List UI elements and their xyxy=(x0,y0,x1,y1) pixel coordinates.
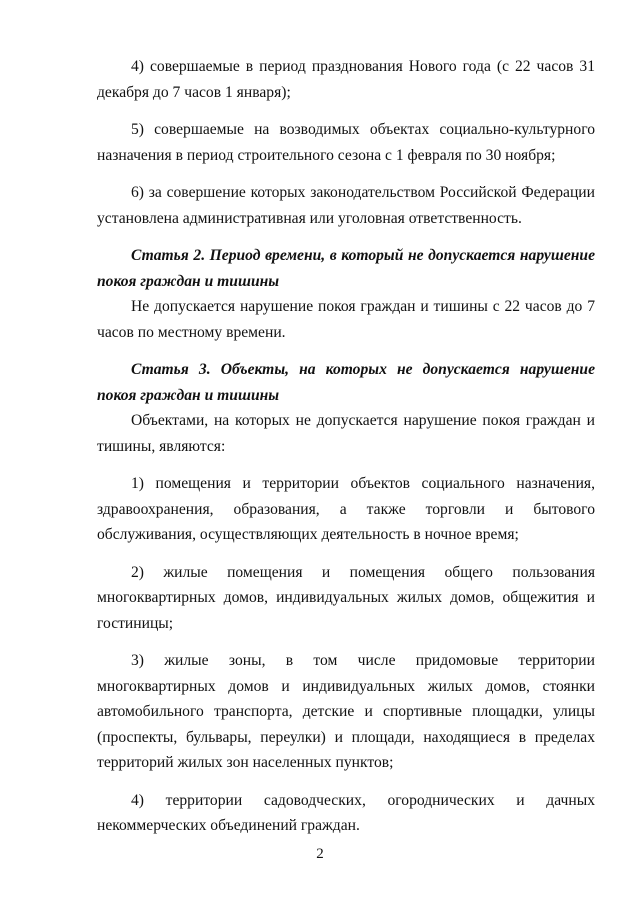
article-2-heading: Статья 2. Период времени, в который не допускается нарушение покоя граждан и тишины xyxy=(97,247,595,290)
paragraph-item-5: 5) совершаемые на возводимых объектах социально-культурного назначения в период строительного сезона с 1 февраля по 30 ноября; xyxy=(97,121,595,164)
article-2-body: Не допускается нарушение покоя граждан и тишины с 22 часов до 7 часов по местному времени. xyxy=(97,298,595,341)
article-3-intro: Объектами, на которых не допускается нарушение покоя граждан и тишины, являются: xyxy=(97,412,595,455)
article-3-item-2: 2) жилые помещения и помещения общего пользования многоквартирных домов, индивидуальных жилых домов, общежития и гостиницы; xyxy=(97,563,595,632)
article-3-item-4: 4) территории садоводческих, огороднических и дачных некоммерческих объединений граждан. xyxy=(97,791,595,834)
article-3-heading: Статья 3. Объекты, на которых не допускается нарушение покоя граждан и тишины xyxy=(97,361,595,404)
paragraph-item-4: 4) совершаемые в период празднования Нового года (с 22 часов 31 декабря до 7 часов 1 января); xyxy=(97,58,595,101)
document-body xyxy=(97,54,595,851)
article-3-item-3: 3) жилые зоны, в том числе придомовые территории многоквартирных домов и индивидуальных жилых домов, стоянки автомобильного транспорта, детские и спортивные площадки, улицы (проспекты, бульвары, переулки) и площади, находящиеся в пределах территорий жилых зон населенных пунктов; xyxy=(97,652,595,771)
article-3-item-1: 1) помещения и территории объектов социального назначения, здравоохранения, образования, а также торговли и бытового обслуживания, осуществляющих деятельность в ночное время; xyxy=(97,475,595,543)
page-number: 2 xyxy=(316,846,324,862)
paragraph-item-6: 6) за совершение которых законодательством Российской Федерации установлена административная или уголовная ответственность. xyxy=(97,184,595,227)
